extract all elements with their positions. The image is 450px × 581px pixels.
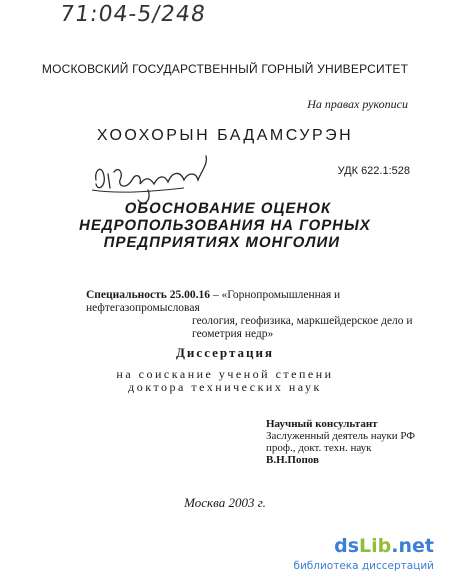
author-name: ХООХОРЫН БАДАМСУРЭН [96,127,354,144]
logo-part: .net [391,535,434,557]
watermark-caption: библиотека диссертаций [293,560,434,572]
specialty-name: – «Горнопромышленная и нефтегазопромысловая [86,289,341,314]
title-line: НЕДРОПОЛЬЗОВАНИЯ НА ГОРНЫХ [77,217,373,234]
logo-part: ds [334,535,360,557]
specialty-block [86,289,416,341]
title-line: ОБОСНОВАНИЕ ОЦЕНОК [123,200,333,217]
logo-part: Lib [359,535,392,557]
specialty-label: Специальность 25.00.16 [86,289,211,301]
document-type: Диссертация [175,345,275,360]
manuscript-rights-note: На правах рукописи [307,97,408,111]
degree-line: доктора технических наук [128,380,322,394]
city-year: Москва 2003 г. [184,495,266,510]
handwritten-catalog-number: 71:04-5/248 [58,2,208,27]
specialty-name-cont: геометрия недр» [192,328,274,340]
consultant-name: В.Н.Попов [266,454,319,466]
udk-code: УДК 622.1:528 [337,165,410,177]
degree-purpose [0,368,450,394]
consultant-heading: Научный консультант [266,418,378,430]
degree-line: на соискание ученой степени [116,367,334,381]
dissertation-title [0,200,450,251]
title-line: ПРЕДПРИЯТИЯХ МОНГОЛИИ [102,234,342,251]
watermark-logo[interactable] [334,535,434,557]
consultant-degree: проф., докт. техн. наук [266,442,372,454]
specialty-name-cont: геология, геофизика, маркшейдерское дело и [192,315,413,327]
consultant-title: Заслуженный деятель науки РФ [266,430,416,442]
university-name: МОСКОВСКИЙ ГОСУДАРСТВЕННЫЙ ГОРНЫЙ УНИВЕРСИТЕТ [41,62,409,76]
scientific-consultant [266,418,415,466]
